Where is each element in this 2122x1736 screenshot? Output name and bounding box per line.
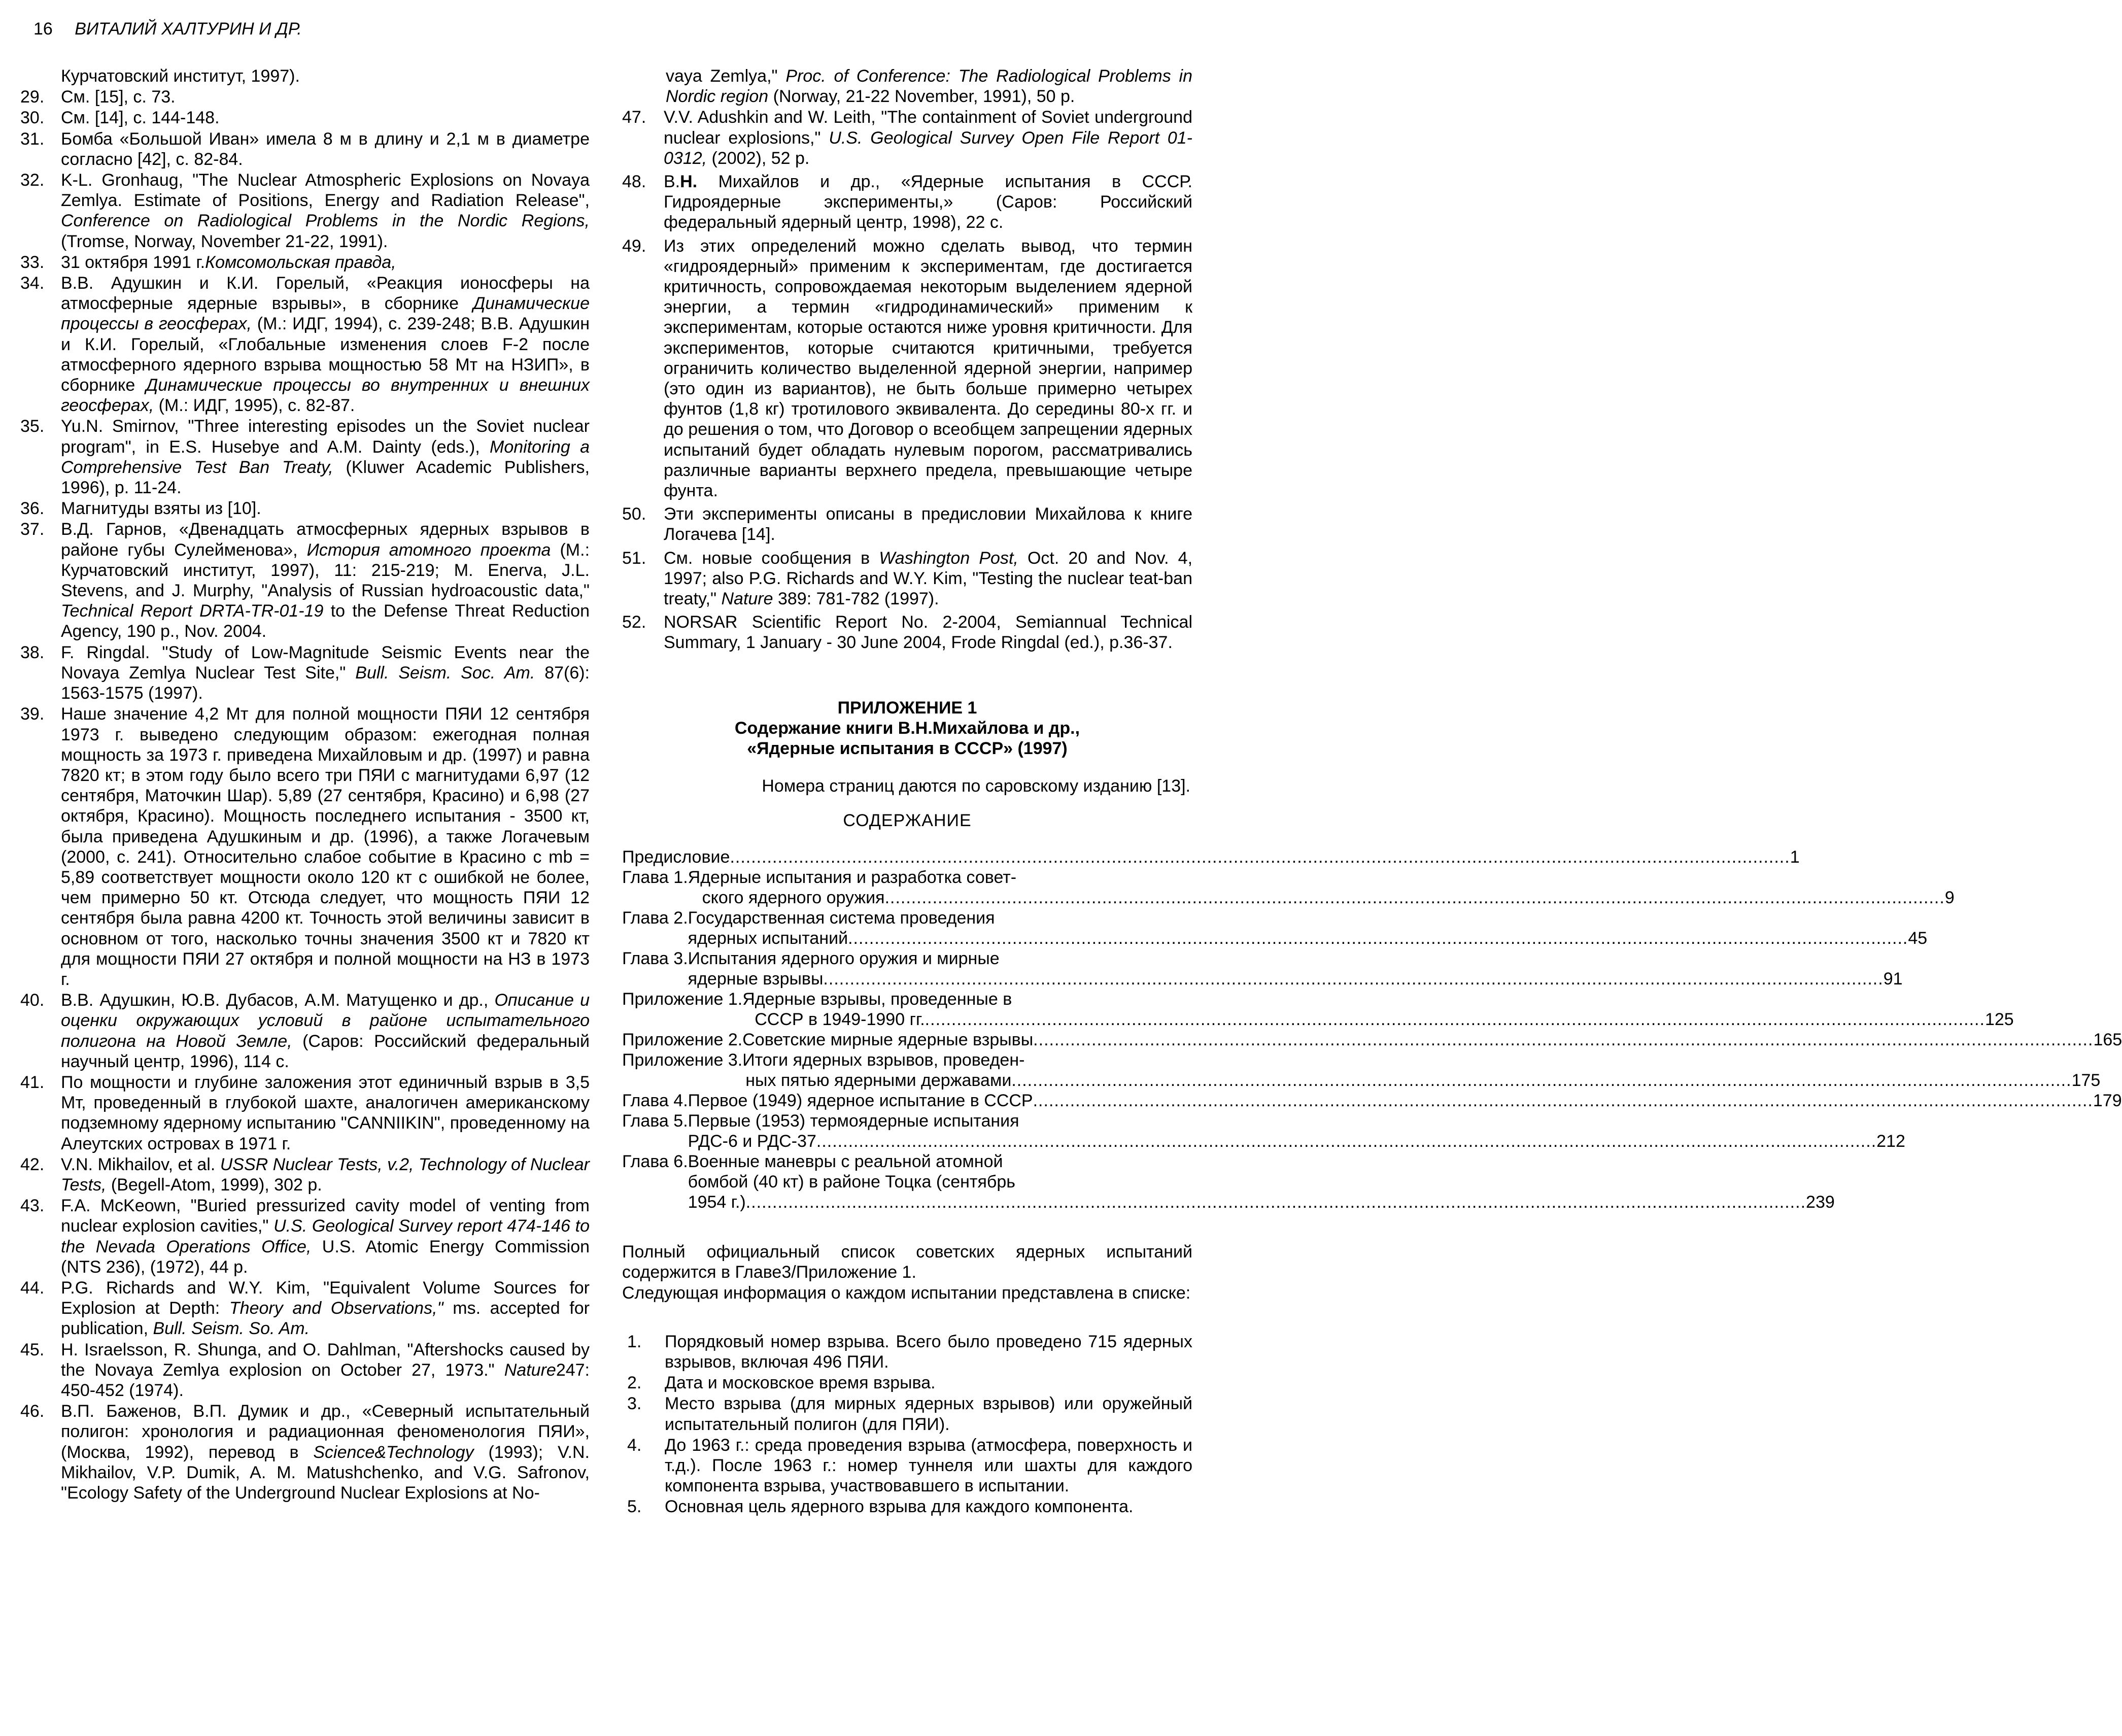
toc-leader-dots xyxy=(885,888,1945,908)
list-item xyxy=(622,1435,1192,1496)
toc-entry-label: Глава 2. xyxy=(622,908,688,928)
reference-number: 46. xyxy=(20,1402,45,1421)
toc-entry-title: 1954 г.) xyxy=(688,1193,746,1212)
reference-item xyxy=(20,170,590,252)
list-item-number: 1. xyxy=(627,1332,642,1351)
reference-text: 87(6): 1563-1575 (1997). xyxy=(61,663,590,703)
reference-text: V.N. Mikhailov, et al. xyxy=(61,1154,220,1174)
reference-text: Oct. 20 and Nov. 4, 1997; also P.G. Richards and W.Y. Kim, "Testing the nuclear teat-ban treaty," xyxy=(664,548,1193,609)
reference-item xyxy=(20,1401,590,1503)
reference-number: 34. xyxy=(20,274,45,293)
reference-text: U.S. Geological Survey report 474-146 to the Nevada Operations Office, xyxy=(61,1216,590,1256)
reference-text: V.V. Adushkin and W. Leith, "The containment of Soviet underground nuclear explosions," xyxy=(664,108,1192,148)
toc-page-number: 91 xyxy=(1883,969,1903,989)
reference-continuation: Курчатовский институт, 1997). xyxy=(61,66,300,86)
toc-entry-title: Испытания ядерного оружия и мирные xyxy=(688,949,1000,969)
toc-leader-dots xyxy=(816,1131,1876,1151)
toc-entry-title: Государственная система проведения xyxy=(688,908,995,928)
toc-leader-dots xyxy=(730,847,1790,867)
toc-page-number: 1 xyxy=(1790,847,1800,867)
reference-text: 389: 781-782 (1997). xyxy=(773,589,939,609)
reference-text: (Kluwer Academic Publishers, 1996), p. 11-24. xyxy=(61,457,590,498)
reference-item xyxy=(20,1278,590,1339)
reference-text: В.П. Баженов, В.П. Думик и др., «Северный испытательный полигон: хронология и радиационная феноменология ПЯИ», (Москва, 1992), перевод в xyxy=(61,1402,590,1462)
reference-number: 30. xyxy=(20,108,45,128)
toc-entry-title: Военные маневры с реальной атомной xyxy=(688,1152,1003,1172)
running-header-authors: ВИТАЛИЙ ХАЛТУРИН И ДР. xyxy=(75,19,302,39)
reference-text: Conference on Radiological Problems in the Nordic Regions, xyxy=(61,211,590,231)
list-item xyxy=(622,1332,1192,1372)
reference-text: H. Israelsson, R. Shunga, and O. Dahlman, "Aftershocks caused by the Novaya Zemlya explosion on October 27, 1973." xyxy=(61,1340,590,1380)
toc-entry xyxy=(622,1050,2101,1091)
toc-entry-body xyxy=(742,1050,2100,1091)
toc-line xyxy=(688,888,1955,908)
left-column xyxy=(20,66,590,1504)
reference-item xyxy=(20,1196,590,1277)
reference-text: См. [14], с. 144-148. xyxy=(61,108,220,128)
reference-item xyxy=(622,236,1192,501)
appendix-subtitle: Содержание книги В.Н.Михайлова и др., xyxy=(734,718,1080,738)
reference-item xyxy=(20,519,590,641)
toc-entry-body xyxy=(688,948,1903,989)
toc-leader-dots xyxy=(1011,1070,2071,1091)
reference-text: (Begell-Atom, 1999), 302 p. xyxy=(106,1175,322,1195)
toc-leader-dots xyxy=(1033,1091,2093,1111)
toc-entry xyxy=(622,948,1903,989)
reference-text: Из этих определений можно сделать вывод, что термин «гидроядерный» применим к экспериментам, где достигается критичность, сопровождаемая некоторым выделением ядерной энергии, а термин «гидродинамический» применим к экспериментам, которые остаются ниже уровня критичности. Для экспериментов, которые считаются критичными, требуется ограничить количество выделенной ядерной энергии, например (это один из вариантов), не быть больше примерно четырех фунтов (1,8 кг) тротилового эквивалента. До середины 80-х гг. и до решения о том, что Договор о всеобщем запрещении ядерных испытаний будет обладать нулевым порогом, рассматривались различные варианты верхнего предела, превышающие четыре фунта. xyxy=(664,236,1192,501)
list-item-text: Дата и московское время взрыва. xyxy=(665,1373,936,1393)
reference-number: 44. xyxy=(20,1278,45,1298)
reference-text: F. Ringdal. "Study of Low-Magnitude Seismic Events near the Novaya Zemlya Nuclear Test Site," xyxy=(61,642,590,683)
toc-line xyxy=(688,1131,1905,1151)
toc-entry-label: Глава 5. xyxy=(622,1111,688,1131)
reference-text: Nature xyxy=(504,1360,556,1380)
reference-text: См. новые сообщения в xyxy=(664,548,879,568)
reference-number: 50. xyxy=(622,504,646,524)
toc-line xyxy=(688,1111,1905,1131)
reference-text: Bull. Seism. So. Am. xyxy=(153,1319,310,1339)
toc-entry-label: Глава 3. xyxy=(622,949,688,969)
toc-page-number: 179 xyxy=(2093,1091,2122,1111)
pages-note: Номера страниц даются по саровскому изданию [13]. xyxy=(762,776,1190,796)
reference-text: U.S. Geological Survey Open File Report 01-0312, xyxy=(664,128,1192,168)
toc-entry-title: РДС-6 и РДС-37 xyxy=(688,1132,816,1151)
toc-line xyxy=(742,1030,2122,1050)
reference-item xyxy=(20,252,590,273)
reference-text: Technical Report DRTA-TR-01-19 xyxy=(61,601,324,621)
toc-entry xyxy=(622,1091,2122,1111)
reference-item xyxy=(20,129,590,169)
reference-item xyxy=(20,990,590,1072)
toc-line xyxy=(688,928,1928,948)
toc-leader-dots xyxy=(1033,1030,2093,1050)
reference-text: В. xyxy=(664,172,680,192)
reference-item xyxy=(20,1340,590,1401)
reference-text: USSR Nuclear Tests, v.2, Technology of Nuclear Tests, xyxy=(61,1154,590,1195)
reference-text: P.G. Richards and W.Y. Kim, "Equivalent Volume Sources for Explosion at Depth: xyxy=(61,1278,590,1318)
right-column xyxy=(622,66,2122,1518)
toc-page-number: 125 xyxy=(1984,1010,2014,1030)
reference-text: Theory and Observations," xyxy=(229,1299,443,1318)
reference-item xyxy=(622,107,1192,168)
reference-item xyxy=(20,416,590,498)
list-item xyxy=(622,1496,1192,1517)
appendix-title: ПРИЛОЖЕНИЕ 1 xyxy=(837,698,977,718)
reference-text: Yu.N. Smirnov, "Three interesting episodes un the Soviet nuclear program", in E.S. Husebye and A.M. Dainty (eds.), xyxy=(61,417,590,457)
reference-item xyxy=(20,273,590,416)
table-of-contents xyxy=(622,847,2122,1212)
toc-line xyxy=(688,969,1903,989)
reference-text: См. [15], с. 73. xyxy=(61,87,176,107)
reference-item xyxy=(20,642,590,704)
toc-entry-title: ядерные взрывы xyxy=(688,969,824,989)
appendix-subtitle-2: «Ядерные испытания в СССР» (1997) xyxy=(747,738,1068,758)
reference-text: ms. accepted for publication, xyxy=(61,1299,590,1339)
reference-number: 48. xyxy=(622,172,646,192)
reference-number: 52. xyxy=(622,612,646,632)
reference-text: Nature xyxy=(721,589,773,609)
reference-number: 42. xyxy=(20,1154,45,1174)
toc-line xyxy=(688,948,1903,969)
running-header xyxy=(33,19,302,39)
appendix-heading xyxy=(622,698,1192,759)
reference-item xyxy=(622,172,1192,233)
reference-text: В.В. Адушкин, Ю.В. Дубасов, А.М. Матущенко и др., xyxy=(61,991,495,1010)
reference-number: 40. xyxy=(20,991,45,1010)
toc-page-number: 212 xyxy=(1876,1132,1905,1151)
toc-entry xyxy=(622,867,1955,908)
reference-text: F.A. McKeown, "Buried pressurized cavity model of venting from nuclear explosion cavities," xyxy=(61,1196,590,1236)
list-item-number: 4. xyxy=(627,1435,642,1455)
reference-list-right xyxy=(622,107,1192,653)
reference-text: K-L. Gronhaug, "The Nuclear Atmospheric Explosions on Novaya Zemlya. Estimate of Positions, Energy and Radiation Release", xyxy=(61,171,590,211)
reference-text: NORSAR Scientific Report No. 2-2004, Semiannual Technical Summary, 1 January - 30 June 2004, Frode Ringdal (ed.), p.36-37. xyxy=(664,612,1192,653)
toc-entry-body xyxy=(742,989,2013,1030)
reference-text: История атомного проекта xyxy=(306,540,551,560)
toc-page-number: 9 xyxy=(1944,888,1955,908)
toc-entry xyxy=(622,1151,1835,1212)
toc-entry-title: ядерных испытаний xyxy=(688,929,848,948)
reference-number: 36. xyxy=(20,499,45,519)
reference-number: 37. xyxy=(20,520,45,539)
reference-number: 43. xyxy=(20,1196,45,1216)
reference-number: 49. xyxy=(622,236,646,256)
toc-line xyxy=(688,908,1928,928)
reference-text: Динамические процессы во внутренних и внешних геосферах, xyxy=(61,376,590,416)
reference-number: 32. xyxy=(20,171,45,190)
list-item xyxy=(622,1393,1192,1434)
toc-entry-body xyxy=(688,908,1928,948)
reference-number: 45. xyxy=(20,1340,45,1359)
reference-text: По мощности и глубине заложения этот единичный взрыв в 3,5 Мт, проведенный в глубокой шахте, аналогичен американскому подземному ядерному испытанию "CANNIIKIN", проведенному на Алеутских островах в 1971 г. xyxy=(61,1072,590,1153)
toc-line xyxy=(742,1009,2013,1030)
toc-entry-body xyxy=(688,1091,2122,1111)
toc-entry-title: Ядерные испытания и разработка совет- xyxy=(688,868,1017,888)
reference-text: В.Д. Гарнов, «Двенадцать атмосферных ядерных взрывов в районе губы Сулейменова», xyxy=(61,520,590,560)
reference-item xyxy=(20,1154,590,1195)
reference-number: 47. xyxy=(622,108,646,127)
reference-item xyxy=(622,504,1192,544)
list-item-text: Основная цель ядерного взрыва для каждого компонента. xyxy=(665,1497,1134,1517)
reference-number: 35. xyxy=(20,417,45,436)
reference-text: (2002), 52 p. xyxy=(707,148,810,168)
toc-entry-title: бомбой (40 кт) в районе Тоцка (сентябрь xyxy=(688,1172,1015,1192)
toc-entry-title: Советские мирные ядерные взрывы xyxy=(742,1030,1034,1050)
toc-entry-title: Итоги ядерных взрывов, проведен- xyxy=(742,1050,1025,1070)
toc-entry-body xyxy=(688,1151,1835,1212)
toc-line xyxy=(742,1070,2100,1091)
reference-item xyxy=(622,612,1192,653)
reference-number: 31. xyxy=(20,129,45,149)
toc-entry-body xyxy=(688,1111,1905,1151)
reference-list-left xyxy=(20,87,590,1503)
reference-text: Комсомольская правда, xyxy=(205,252,396,272)
reference-text: Магнитуды взяты из [10]. xyxy=(61,499,261,519)
reference-text: Bull. Seism. Soc. Am. xyxy=(355,663,535,683)
toc-line xyxy=(742,989,2013,1009)
page-number: 16 xyxy=(33,19,53,39)
reference-text: (М.: Курчатовский институт, 1997), 11: 215-219; M. Enerva, J.L. Stevens, and J. Murphy, "Analysis of Russian hydroacoustic data," xyxy=(61,540,590,601)
list-item xyxy=(622,1373,1192,1393)
toc-page-number: 165 xyxy=(2093,1030,2122,1050)
reference-text: (1993); V.N. Mikhailov, V.P. Dumik, A. M. Matushchenko, and V.G. Safronov, "Ecology Safety of the Underground Nuclear Explosions at No- xyxy=(61,1442,590,1503)
toc-entry-label: Глава 4. xyxy=(622,1091,688,1111)
reference-text: 31 октября 1991 г. xyxy=(61,252,206,272)
toc-line xyxy=(688,867,1955,888)
list-item-number: 5. xyxy=(627,1497,642,1517)
paragraph: Следующая информация о каждом испытании представлена в списке: xyxy=(622,1283,1191,1303)
toc-entry-label: Приложение 2. xyxy=(622,1030,743,1050)
toc-entry-body xyxy=(622,847,1800,867)
toc-entry-title: ского ядерного оружия xyxy=(702,888,885,908)
list-item-text: Место взрыва (для мирных ядерных взрывов) или оружейный испытательный полигон (для ПЯИ). xyxy=(665,1394,1192,1434)
reference-number: 29. xyxy=(20,87,45,107)
toc-entry-title: СССР в 1949-1990 гг. xyxy=(755,1010,925,1030)
toc-line xyxy=(688,1091,2122,1111)
toc-line xyxy=(688,1151,1835,1172)
toc-entry-title: Предисловие xyxy=(622,847,730,867)
list-item-number: 2. xyxy=(627,1373,642,1393)
reference-item xyxy=(20,1072,590,1154)
reference-item xyxy=(622,548,1192,609)
toc-leader-dots xyxy=(746,1192,1806,1212)
toc-entry-label: Глава 1. xyxy=(622,868,688,888)
contents-title: СОДЕРЖАНИЕ xyxy=(843,810,972,830)
toc-entry xyxy=(622,989,2014,1030)
reference-text: Эти эксперименты описаны в предисловии Михайлова к книге Логачева [14]. xyxy=(664,504,1192,544)
toc-entry-title: Первое (1949) ядерное испытание в СССР xyxy=(688,1091,1033,1111)
reference-text: 247: 450-452 (1974). xyxy=(61,1360,590,1400)
toc-entry-body xyxy=(688,867,1955,908)
reference-item xyxy=(20,498,590,519)
list-item-text: До 1963 г.: среда проведения взрыва (атмосфера, поверхность и т.д.). После 1963 г.: номер туннеля или шахты для каждого компонента взрыва, участвовавшего в испытании. xyxy=(665,1435,1192,1496)
paragraph: Полный официальный список советских ядерных испытаний содержится в Главе3/Приложение 1. xyxy=(622,1242,1192,1282)
reference-text: (Саров: Российский федеральный научный центр, 1996), 114 с. xyxy=(61,1031,590,1071)
reference-text: Science&Technology xyxy=(313,1442,474,1462)
reference-item xyxy=(20,704,590,990)
toc-entry-label: Глава 6. xyxy=(622,1152,688,1172)
reference-number: 33. xyxy=(20,252,45,272)
toc-page-number: 239 xyxy=(1806,1193,1835,1212)
reference-text: В.В. Адушкин и К.И. Горелый, «Реакция ионосферы на атмосферные ядерные взрывы», в сборнике xyxy=(61,274,590,314)
reference-number: 38. xyxy=(20,642,45,662)
toc-entry xyxy=(622,1030,2122,1050)
reference-item xyxy=(20,87,590,107)
reference-text: (М.: ИДГ, 1995), с. 82-87. xyxy=(154,396,355,416)
toc-entry-title: Первые (1953) термоядерные испытания xyxy=(688,1111,1019,1131)
toc-leader-dots xyxy=(823,969,1883,989)
info-list xyxy=(622,1332,1192,1517)
reference-text: Описание и оценки окружающих условий в районе испытательного полигона на Новой Земле, xyxy=(61,991,590,1051)
reference-number: 51. xyxy=(622,548,646,568)
toc-line xyxy=(622,847,1800,867)
reference-text: (М.: ИДГ, 1994), с. 239-248; В.В. Адушкин и К.И. Горелый, «Глобальные изменения слоев F-2 после атмосферного ядерного взрыва мощностью 58 Мт на НЗИП», в сборнике xyxy=(61,314,590,395)
list-item-number: 3. xyxy=(627,1394,642,1414)
toc-line xyxy=(742,1050,2100,1070)
reference-text: to the Defense Threat Reduction Agency, 190 p., Nov. 2004. xyxy=(61,601,590,641)
toc-entry-body xyxy=(742,1030,2122,1050)
toc-line xyxy=(688,1192,1835,1212)
toc-entry xyxy=(622,1111,1905,1151)
toc-entry-title: Ядерные взрывы, проведенные в xyxy=(742,990,1012,1009)
reference-continuation: vaya Zemlya," Proc. of Conference: The Radiological Problems in Nordic region (Norway, 21-22 November, 1991), 50 p. xyxy=(666,66,1192,107)
toc-leader-dots xyxy=(848,928,1908,948)
list-item-text: Порядковый номер взрыва. Всего было проведено 715 ядерных взрывов, включая 496 ПЯИ. xyxy=(665,1332,1192,1372)
toc-entry xyxy=(622,908,1928,948)
reference-text: (Tromse, Norway, November 21-22, 1991). xyxy=(61,231,388,251)
reference-text: Monitoring a Comprehensive Test Ban Treaty, xyxy=(61,437,590,477)
reference-number: 39. xyxy=(20,704,45,724)
toc-line xyxy=(688,1172,1835,1192)
toc-entry-label: Приложение 1. xyxy=(622,990,743,1009)
reference-text: Бомба «Большой Иван» имела 8 м в длину и 2,1 м в диаметре согласно [42], с. 82-84. xyxy=(61,129,590,169)
toc-leader-dots xyxy=(925,1009,1985,1030)
reference-text: Н. xyxy=(680,172,698,192)
toc-entry-label: Приложение 3. xyxy=(622,1050,743,1070)
toc-entry xyxy=(622,847,1800,867)
reference-text: Наше значение 4,2 Мт для полной мощности ПЯИ 12 сентября 1973 г. выведено следующим образом: ежегодная полная мощность за 1973 г. приведена Михайловым и др. (1997) и равна 7820 кт; в этом году было всего три ПЯИ с магнитудами 6,97 (12 сентября, Маточкин Шар). 5,89 (27 сентября, Красино) и 6,98 (27 октября, Красино). Мощность последнего испытания - 3500 кт, была приведена Адушкиным и др. (1996), а также Логачевым (2000, с. 241). Относительно слабое событие в Красино с mb = 5,89 соответствует мощности около 120 кт с ошибкой не более, чем примерно 50 кт. Отсюда следует, что мощность ПЯИ 12 сентября была равна 4200 кт. Точность этой величины зависит в основном от того, насколько точны значения 3500 кт и 7820 кт для мощности ПЯИ 27 октября и полной мощности на НЗ в 1973 г. xyxy=(61,704,590,989)
reference-number: 41. xyxy=(20,1072,45,1092)
reference-item xyxy=(20,108,590,128)
toc-entry-title: ных пятью ядерными державами xyxy=(745,1071,1012,1091)
reference-text: U.S. Atomic Energy Commission (NTS 236), (1972), 44 p. xyxy=(61,1237,590,1277)
reference-text: Михайлов и др., «Ядерные испытания в СССР. Гидроядерные эксперименты,» (Саров: Российский федеральный ядерный центр, 1998), 22 с. xyxy=(664,172,1192,232)
toc-page-number: 175 xyxy=(2071,1071,2101,1091)
reference-text: Динамические процессы в геосферах, xyxy=(61,294,590,334)
toc-page-number: 45 xyxy=(1908,929,1928,948)
reference-text: Washington Post, xyxy=(879,548,1018,568)
